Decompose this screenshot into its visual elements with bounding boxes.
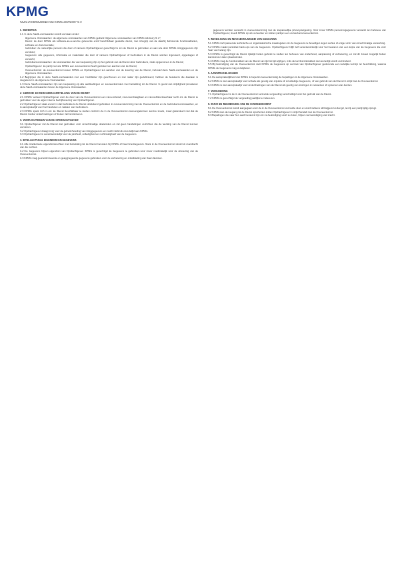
paragraph: Algemene Voorwaarden: de algemene voorwaarden van KPMG getiteld 'Algemene voorwaarden van KPMG Advisory N.V.'; (25, 36, 162, 40)
section (20, 29, 198, 89)
paragraph: 4.1 Alle intellectuele eigendomsrechten met betrekking tot de Dienst berusten bij KPMG of haar licentiegevers. Niets in de Overeenkomst strekt tot overdracht van die rechten. (20, 142, 198, 150)
section (208, 90, 386, 101)
section (208, 29, 386, 35)
section (20, 119, 198, 137)
paragraph: 5.1 KPMG treft passende technische en organisatorische maatregelen om de Gegevens te beveiligen tegen verlies of enige vorm van onrechtmatige verwerking. (208, 41, 386, 45)
paragraph: Gebruikersvoorwaarden: de voorwaarden die van toepassing zijn op het gebruik van de Dienst door Gebruikers, zoals opgenomen in de Dienst; (25, 61, 184, 65)
paragraph: 5.4 KPMG mag de functionaliteit van de Dienst van tijd tot tijd wijzigen, mits de kernfunctionaliteit niet wezenlijk wordt verminderd. (208, 59, 352, 63)
left-column (20, 29, 198, 163)
paragraph: 3.2 Opdrachtgever draagt zorg voor de geheimhouding van inloggegevens en meldt misbruik onverwijld aan KPMG. (20, 129, 149, 133)
section (20, 92, 198, 116)
paragraph: 4.2 De Gegevens blijven eigendom van Opdrachtgever. KPMG is gerechtigd de Gegevens te gebruiken voor zover noodzakelijk voor de uitvoering van de Overeenkomst. (20, 149, 198, 157)
paragraph: 5.5 Bij beëindiging van de Overeenkomst stelt KPMG de Gegevens op verzoek van Opdrachtgever gedurende een redelijke termijn ter beschikking, waarna KPMG de Gegevens mag verwijderen. (208, 63, 386, 70)
paragraph: 3.1 Opdrachtgever zal de Dienst niet gebruiken voor onrechtmatige doeleinden en zal geen handelingen verrichten die de werking van de Dienst kunnen verstoren. (20, 122, 198, 129)
paragraph: 8.3 Bepalingen die naar hun aard bestemd zijn om na beëindiging voort te duren, blijven na beëindiging van kracht. (208, 114, 336, 118)
paragraph: 2.1 KPMG verleent Opdrachtgever voor de duur van de Overeenkomst een niet-exclusief, niet-overdraagbaar en niet-sublicentieerbaar recht om de Dienst te gebruiken voor de eigen interne bedrijfsvoering van Opdrachtgever. (20, 95, 198, 102)
section (20, 139, 198, 160)
paragraph: 8.2 KPMG kan de toegang tot de Dienst opschorten indien Opdrachtgever in strijd handelt met de Overeenkomst. (208, 110, 334, 114)
paragraph: 5.2 KPMG maakt periodiek back-ups van de Gegevens. Opdrachtgever blijft zelf verantwoordelijk voor het bewaren van een kopie van de Gegevens die voor haar van belang zijn. (208, 45, 386, 52)
paragraph: Dienst: de door KPMG als software-as-a-service geleverde en/of beschikbaar gestelde dienst, met inbegrip van de daarbij behorende functionaliteiten, software en documentatie; (25, 40, 198, 47)
section-heading: 6. AANSPRAKELIJKHEID (208, 72, 238, 76)
paragraph: 2.2 Opdrachtgever staat ervoor in dat Gebruikers de Dienst uitsluitend gebruiken in overeenstemming met de Overeenkomst en de Gebruikersvoorwaarden, en is aansprakelijk voor het handelen en nalaten van Gebruikers. (20, 102, 198, 109)
section-heading: 8. DUUR EN BEËINDIGING VAN DE OVEREENKOMST (208, 102, 272, 106)
section-heading: 2. GEBRUIK EN BESCHIKBAARSTELLING VAN DE DIENST (20, 91, 90, 95)
paragraph: 7.1 Opdrachtgever is de in de Overeenkomst vermelde vergoeding verschuldigd voor het gebruik van de Dienst. (208, 93, 332, 97)
paragraph: 6.3 KPMG is niet aansprakelijk voor onderbrekingen van de Dienst als gevolg van storingen in netwerken of systemen van derden. (208, 83, 353, 87)
paragraph: 5.3 KPMG is gerechtigd de Dienst tijdelijk buiten gebruik te stellen ten behoeve van onderhoud, aanpassing of verbetering, en zal dit zoveel mogelijk buiten kantooruren laten plaatsvinden. (208, 52, 386, 59)
paragraph: gegevens worden verwerkt in overeenstemming met de toepasselijke privacywetgeving. Voor zover KPMG persoonsgegevens verwerkt ten behoeve van Opdrachtgever, treedt KPMG op als verwerker en sluiten partijen een verwerkersovereenkomst. (213, 29, 386, 36)
section-heading: 3. VERPLICHTINGEN VAN DE OPDRACHTGEVER (20, 118, 79, 122)
section-heading: 5. BEVEILIGING EN BESCHIKBAARHEID VAN GEGEVENS (208, 38, 277, 41)
paragraph: 2.3 KPMG spant zich in om de Dienst beschikbaar te stellen conform de in de Overeenkomst overeengekomen service levels, maar garandeert niet dat de Dienst zonder onderbrekingen of fouten zal functioneren. (20, 109, 198, 116)
section (208, 38, 386, 70)
section (208, 72, 386, 87)
section (208, 103, 386, 118)
kpmg-logo: KPMG (6, 3, 49, 19)
paragraph: Overeenkomst: de overeenkomst tussen KPMG en Opdrachtgever ten aanzien van de levering van de Dienst, inclusief deze SaaS-voorwaarden en de Algemene Voorwaarden. (25, 68, 198, 76)
paragraph: 4.3 KPMG mag geanonimiseerde en geaggregeerde gegevens gebruiken voor de verbetering en ontwikkeling van haar diensten. (20, 156, 163, 160)
section-heading: 1. DEFINITIES (20, 29, 37, 32)
paragraph: 7.2 KPMG is gerechtigd de vergoeding jaarlijks te indexeren. (208, 97, 276, 101)
paragraph: 1.3 Deze SaaS-voorwaarden zijn van toepassing op alle aanbiedingen en overeenkomsten met betrekking tot de Dienst. In geval van strijdigheid prevaleren deze SaaS-voorwaarden boven de Algemene Voorwaarden. (20, 82, 198, 90)
paragraph: Gebruiker: de natuurlijke persoon die door of namens Opdrachtgever gerechtigd is om de Dienst te gebruiken en aan wie door KPMG inloggegevens zijn verstrekt; (25, 47, 198, 54)
section-heading: 7. VERGOEDING (208, 89, 228, 93)
paragraph: 1.1 In deze SaaS-voorwaarden wordt verstaan onder: (20, 32, 80, 36)
right-column (208, 29, 386, 120)
paragraph: 8.1 De Overeenkomst wordt aangegaan voor de in de Overeenkomst vermelde duur en wordt telkens stilzwijgend verlengd, tenzij een partij tijdig opzegt. (208, 106, 377, 110)
document-title: SAAS-VOORWAARDEN VAN KPMG ADVISORY N.V. (20, 21, 83, 24)
paragraph: Gegevens: alle gegevens, informatie en materialen die door of namens Opdrachtgever of Gebruikers in de Dienst worden ingevoerd, opgeslagen of verwerkt; (25, 54, 198, 61)
section-heading: 4. INTELLECTUELE EIGENDOM EN GEGEVENS (20, 139, 77, 143)
paragraph: 6.1 De aansprakelijkheid van KPMG is beperkt overeenkomstig de bepalingen in de Algemene Voorwaarden. (208, 76, 329, 80)
paragraph: 1.2 Begrippen die in deze SaaS-voorwaarden met een hoofdletter zijn geschreven en niet nader zijn gedefinieerd, hebben de betekenis die daaraan is toegekend in de Algemene Voorwaarden. (20, 75, 198, 83)
paragraph: 6.2 KPMG is niet aansprakelijk voor schade als gevolg van onjuiste of onvolledige Gegevens, of van gebruik van de Dienst in strijd met de Overeenkomst. (208, 79, 379, 83)
paragraph: 3.3 Opdrachtgever is verantwoordelijk voor de juistheid, volledigheid en rechtmatigheid van de Gegevens. (20, 133, 138, 137)
paragraph: Opdrachtgever: de partij met wie KPMG een overeenkomst heeft gesloten ten aanzien van de Dienst; (25, 65, 138, 69)
